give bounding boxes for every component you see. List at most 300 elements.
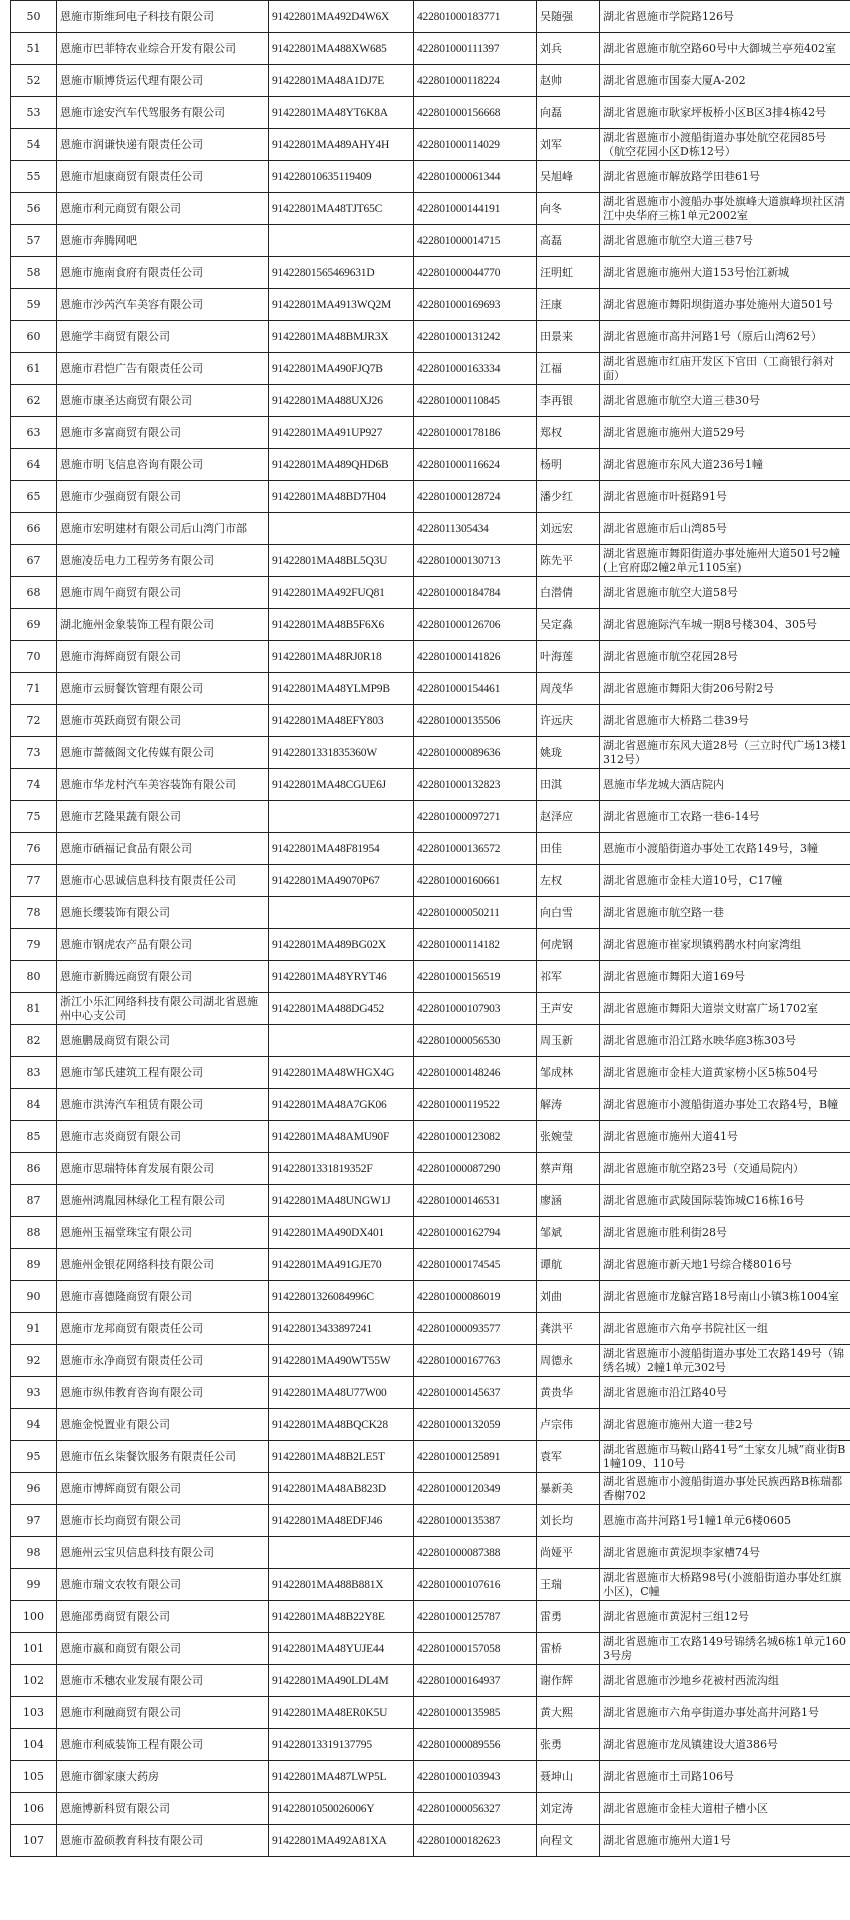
credit-code-cell: 91422801MA492D4W6X <box>269 1 414 33</box>
address-cell: 恩施市小渡船街道办事处工农路149号，3幢 <box>600 833 850 865</box>
legal-representative-cell: 王瑞 <box>537 1569 600 1601</box>
registration-number-cell: 422801000135506 <box>414 705 537 737</box>
address-cell: 湖北省恩施市沿江路40号 <box>600 1377 850 1409</box>
company-name-cell: 恩施市英跃商贸有限公司 <box>57 705 269 737</box>
legal-representative-cell: 陈先平 <box>537 545 600 577</box>
table-row <box>11 1185 850 1217</box>
table-row <box>11 961 850 993</box>
row-number-cell: 88 <box>11 1217 57 1249</box>
company-name-cell: 恩施市康圣达商贸有限公司 <box>57 385 269 417</box>
address-cell: 湖北省恩施市后山湾85号 <box>600 513 850 545</box>
registration-number-cell: 422801000087388 <box>414 1537 537 1569</box>
company-name-cell: 恩施市沙芮汽车美容有限公司 <box>57 289 269 321</box>
address-cell: 湖北省恩施市航空花园28号 <box>600 641 850 673</box>
address-cell: 湖北省恩施市舞阳坝街道办事处施州大道501号 <box>600 289 850 321</box>
registration-number-cell: 422801000107616 <box>414 1569 537 1601</box>
table-row <box>11 897 850 929</box>
address-cell: 湖北省恩施市大桥路98号(小渡船街道办事处红旗小区)，C幢 <box>600 1569 850 1601</box>
legal-representative-cell: 雷桥 <box>537 1633 600 1665</box>
address-cell: 湖北省恩施市航空大道三巷30号 <box>600 385 850 417</box>
address-cell: 湖北省恩施际汽车城一期8号楼304、305号 <box>600 609 850 641</box>
address-cell: 湖北省恩施市耿家坪板桥小区B区3排4栋42号 <box>600 97 850 129</box>
company-name-cell: 浙江小乐汇网络科技有限公司湖北省恩施州中心支公司 <box>57 993 269 1025</box>
table-row <box>11 33 850 65</box>
credit-code-cell: 91422801MA490DX401 <box>269 1217 414 1249</box>
company-name-cell: 恩施鹏晟商贸有限公司 <box>57 1025 269 1057</box>
table-row <box>11 545 850 577</box>
credit-code-cell: 91422801565469631D <box>269 257 414 289</box>
credit-code-cell: 914228013319137795 <box>269 1729 414 1761</box>
row-number-cell: 65 <box>11 481 57 513</box>
registration-number-cell: 422801000125787 <box>414 1601 537 1633</box>
table-row <box>11 289 850 321</box>
table-row <box>11 1089 850 1121</box>
credit-code-cell: 91422801MA48BQCK28 <box>269 1409 414 1441</box>
row-number-cell: 83 <box>11 1057 57 1089</box>
table-body <box>11 1 850 1857</box>
company-name-cell: 恩施市瑞文农牧有限公司 <box>57 1569 269 1601</box>
table-row <box>11 1441 850 1473</box>
credit-code-cell: 91422801MA48U77W00 <box>269 1377 414 1409</box>
company-name-cell: 恩施市施南食府有限责任公司 <box>57 257 269 289</box>
address-cell: 湖北省恩施市小渡船街道办事处工农路149号（锦绣名城）2幢1单元302号 <box>600 1345 850 1377</box>
row-number-cell: 72 <box>11 705 57 737</box>
row-number-cell: 91 <box>11 1313 57 1345</box>
row-number-cell: 94 <box>11 1409 57 1441</box>
registration-number-cell: 422801000116624 <box>414 449 537 481</box>
registration-number-cell: 422801000169693 <box>414 289 537 321</box>
table-row <box>11 1121 850 1153</box>
row-number-cell: 85 <box>11 1121 57 1153</box>
registration-number-cell: 422801000110845 <box>414 385 537 417</box>
registration-number-cell: 422801000093577 <box>414 1313 537 1345</box>
address-cell: 湖北省恩施市六角亭书院社区一组 <box>600 1313 850 1345</box>
legal-representative-cell: 周德永 <box>537 1345 600 1377</box>
company-name-cell: 恩施市蔷薇阁文化传媒有限公司 <box>57 737 269 769</box>
legal-representative-cell: 袁军 <box>537 1441 600 1473</box>
credit-code-cell: 91422801MA4913WQ2M <box>269 289 414 321</box>
credit-code-cell: 914228013433897241 <box>269 1313 414 1345</box>
credit-code-cell: 91422801331835360W <box>269 737 414 769</box>
legal-representative-cell: 吴随强 <box>537 1 600 33</box>
address-cell: 湖北省恩施市小渡船街道办事处工农路4号，B幢 <box>600 1089 850 1121</box>
credit-code-cell: 91422801MA487LWP5L <box>269 1761 414 1793</box>
registration-number-cell: 422801000086019 <box>414 1281 537 1313</box>
address-cell: 湖北省恩施市新天地1号综合楼8016号 <box>600 1249 850 1281</box>
address-cell: 湖北省恩施市解放路学田巷61号 <box>600 161 850 193</box>
row-number-cell: 71 <box>11 673 57 705</box>
credit-code-cell: 91422801MA489QHD6B <box>269 449 414 481</box>
legal-representative-cell: 田景来 <box>537 321 600 353</box>
table-row <box>11 1153 850 1185</box>
address-cell: 湖北省恩施市航空路23号（交通局院内） <box>600 1153 850 1185</box>
credit-code-cell <box>269 1537 414 1569</box>
table-row <box>11 161 850 193</box>
registration-number-cell: 4228011305434 <box>414 513 537 545</box>
table-row <box>11 225 850 257</box>
legal-representative-cell: 刘军 <box>537 129 600 161</box>
table-row <box>11 673 850 705</box>
legal-representative-cell: 叶海莲 <box>537 641 600 673</box>
legal-representative-cell: 向磊 <box>537 97 600 129</box>
legal-representative-cell: 谭航 <box>537 1249 600 1281</box>
table-row <box>11 1761 850 1793</box>
company-name-cell: 恩施市君恺广告有限责任公司 <box>57 353 269 385</box>
table-row <box>11 353 850 385</box>
legal-representative-cell: 江福 <box>537 353 600 385</box>
credit-code-cell: 91422801MA489BG02X <box>269 929 414 961</box>
legal-representative-cell: 尚娅平 <box>537 1537 600 1569</box>
registration-number-cell: 422801000087290 <box>414 1153 537 1185</box>
table-row <box>11 1 850 33</box>
table-row <box>11 449 850 481</box>
company-name-cell: 恩施市新腾远商贸有限公司 <box>57 961 269 993</box>
credit-code-cell <box>269 1025 414 1057</box>
address-cell: 湖北省恩施市龙觮宫路18号南山小镇3栋1004室 <box>600 1281 850 1313</box>
legal-representative-cell: 谢作辉 <box>537 1665 600 1697</box>
registration-number-cell: 422801000154461 <box>414 673 537 705</box>
row-number-cell: 75 <box>11 801 57 833</box>
row-number-cell: 92 <box>11 1345 57 1377</box>
company-name-cell: 恩施市龙邦商贸有限责任公司 <box>57 1313 269 1345</box>
table-row <box>11 1697 850 1729</box>
address-cell: 湖北省恩施市舞阳街道办事处施州大道501号2幢(上官府邸2幢2单元1105室) <box>600 545 850 577</box>
table-row <box>11 1473 850 1505</box>
credit-code-cell: 91422801326084996C <box>269 1281 414 1313</box>
address-cell: 湖北省恩施市沿江路水映华庭3栋303号 <box>600 1025 850 1057</box>
address-cell: 湖北省恩施市小渡船办事处旗峰大道旗峰坝社区清江中央华府三栋1单元2002室 <box>600 193 850 225</box>
table-row <box>11 321 850 353</box>
company-name-cell: 恩施长缨装饰有限公司 <box>57 897 269 929</box>
address-cell: 湖北省恩施市东风大道28号（三立时代广场13楼1312号） <box>600 737 850 769</box>
legal-representative-cell: 解涛 <box>537 1089 600 1121</box>
registration-number-cell: 422801000118224 <box>414 65 537 97</box>
row-number-cell: 105 <box>11 1761 57 1793</box>
credit-code-cell: 91422801MA492A81XA <box>269 1825 414 1857</box>
address-cell: 湖北省恩施市工农路一巷6-14号 <box>600 801 850 833</box>
company-name-cell: 恩施学丰商贸有限公司 <box>57 321 269 353</box>
credit-code-cell: 91422801MA48ER0K5U <box>269 1697 414 1729</box>
legal-representative-cell: 田佳 <box>537 833 600 865</box>
legal-representative-cell: 卢宗伟 <box>537 1409 600 1441</box>
registration-number-cell: 422801000182623 <box>414 1825 537 1857</box>
company-name-cell: 恩施市顺博货运代理有限公司 <box>57 65 269 97</box>
table-row <box>11 801 850 833</box>
credit-code-cell: 91422801MA488UXJ26 <box>269 385 414 417</box>
table-row <box>11 1025 850 1057</box>
legal-representative-cell: 刘兵 <box>537 33 600 65</box>
legal-representative-cell: 郑权 <box>537 417 600 449</box>
registration-number-cell: 422801000163334 <box>414 353 537 385</box>
address-cell: 湖北省恩施市施州大道41号 <box>600 1121 850 1153</box>
table-row <box>11 609 850 641</box>
table-row <box>11 1409 850 1441</box>
registration-number-cell: 422801000144191 <box>414 193 537 225</box>
company-name-cell: 恩施市海辉商贸有限公司 <box>57 641 269 673</box>
legal-representative-cell: 向白雪 <box>537 897 600 929</box>
address-cell: 湖北省恩施市金桂大道黄家榜小区5栋504号 <box>600 1057 850 1089</box>
registration-number-cell: 422801000160661 <box>414 865 537 897</box>
registration-number-cell: 422801000126706 <box>414 609 537 641</box>
table-row <box>11 1793 850 1825</box>
row-number-cell: 76 <box>11 833 57 865</box>
credit-code-cell: 91422801MA48B2LE5T <box>269 1441 414 1473</box>
address-cell: 湖北省恩施市舞阳大道169号 <box>600 961 850 993</box>
table-row <box>11 577 850 609</box>
row-number-cell: 86 <box>11 1153 57 1185</box>
legal-representative-cell: 汪康 <box>537 289 600 321</box>
company-name-cell: 恩施市纵伟教育咨询有限公司 <box>57 1377 269 1409</box>
address-cell: 恩施市高井河路1号1幢1单元6楼0605 <box>600 1505 850 1537</box>
registration-number-cell: 422801000114029 <box>414 129 537 161</box>
registration-number-cell: 422801000183771 <box>414 1 537 33</box>
row-number-cell: 77 <box>11 865 57 897</box>
legal-representative-cell: 雷勇 <box>537 1601 600 1633</box>
table-row <box>11 65 850 97</box>
address-cell: 湖北省恩施市施州大道1号 <box>600 1825 850 1857</box>
credit-code-cell: 91422801MA490WT55W <box>269 1345 414 1377</box>
credit-code-cell: 91422801MA48BL5Q3U <box>269 545 414 577</box>
registration-number-cell: 422801000162794 <box>414 1217 537 1249</box>
table-row <box>11 1601 850 1633</box>
company-name-cell: 恩施州玉福堂珠宝有限公司 <box>57 1217 269 1249</box>
credit-code-cell: 91422801MA491UP927 <box>269 417 414 449</box>
credit-code-cell: 91422801MA48BMJR3X <box>269 321 414 353</box>
legal-representative-cell: 刘曲 <box>537 1281 600 1313</box>
row-number-cell: 87 <box>11 1185 57 1217</box>
row-number-cell: 99 <box>11 1569 57 1601</box>
row-number-cell: 51 <box>11 33 57 65</box>
table-row <box>11 1249 850 1281</box>
row-number-cell: 98 <box>11 1537 57 1569</box>
legal-representative-cell: 吴旭峰 <box>537 161 600 193</box>
address-cell: 湖北省恩施市施州大道153号怡江新城 <box>600 257 850 289</box>
company-name-cell: 恩施市巴菲特农业综合开发有限公司 <box>57 33 269 65</box>
company-name-cell: 恩施市宏明建材有限公司后山湾门市部 <box>57 513 269 545</box>
address-cell: 湖北省恩施市工农路149号锦绣名城6栋1单元1603号房 <box>600 1633 850 1665</box>
legal-representative-cell: 周玉新 <box>537 1025 600 1057</box>
row-number-cell: 81 <box>11 993 57 1025</box>
row-number-cell: 101 <box>11 1633 57 1665</box>
row-number-cell: 97 <box>11 1505 57 1537</box>
address-cell: 湖北省恩施市红庙开发区下官田（工商银行斜对面） <box>600 353 850 385</box>
credit-code-cell: 914228010635119409 <box>269 161 414 193</box>
row-number-cell: 55 <box>11 161 57 193</box>
table-row <box>11 97 850 129</box>
table-row <box>11 257 850 289</box>
row-number-cell: 107 <box>11 1825 57 1857</box>
address-cell: 湖北省恩施市黄泥村三组12号 <box>600 1601 850 1633</box>
company-name-cell: 恩施州鸿胤园林绿化工程有限公司 <box>57 1185 269 1217</box>
table-row <box>11 193 850 225</box>
company-name-cell: 恩施市硒福记食品有限公司 <box>57 833 269 865</box>
row-number-cell: 62 <box>11 385 57 417</box>
legal-representative-cell: 赵帅 <box>537 65 600 97</box>
address-cell: 湖北省恩施市施州大道一巷2号 <box>600 1409 850 1441</box>
legal-representative-cell: 左权 <box>537 865 600 897</box>
registration-number-cell: 422801000164937 <box>414 1665 537 1697</box>
company-name-cell: 恩施凌岳电力工程劳务有限公司 <box>57 545 269 577</box>
table-row <box>11 1729 850 1761</box>
table-row <box>11 833 850 865</box>
credit-code-cell: 91422801MA48BD7H04 <box>269 481 414 513</box>
address-cell: 湖北省恩施市舞阳大道崇文财富广场1702室 <box>600 993 850 1025</box>
address-cell: 湖北省恩施市施州大道529号 <box>600 417 850 449</box>
credit-code-cell: 91422801MA48YRYT46 <box>269 961 414 993</box>
company-name-cell: 恩施市明飞信息咨询有限公司 <box>57 449 269 481</box>
registration-number-cell: 422801000097271 <box>414 801 537 833</box>
credit-code-cell: 91422801MA48UNGW1J <box>269 1185 414 1217</box>
company-name-cell: 恩施市润谦快递有限责任公司 <box>57 129 269 161</box>
credit-code-cell: 91422801331819352F <box>269 1153 414 1185</box>
table-row <box>11 1345 850 1377</box>
company-name-cell: 恩施市伍幺柒餐饮服务有限责任公司 <box>57 1441 269 1473</box>
registration-number-cell: 422801000114182 <box>414 929 537 961</box>
row-number-cell: 84 <box>11 1089 57 1121</box>
legal-representative-cell: 姚珑 <box>537 737 600 769</box>
row-number-cell: 52 <box>11 65 57 97</box>
company-name-cell: 恩施市长均商贸有限公司 <box>57 1505 269 1537</box>
company-name-cell: 恩施市多富商贸有限公司 <box>57 417 269 449</box>
row-number-cell: 67 <box>11 545 57 577</box>
registration-number-cell: 422801000089556 <box>414 1729 537 1761</box>
table-row <box>11 1569 850 1601</box>
registration-number-cell: 422801000061344 <box>414 161 537 193</box>
address-cell: 湖北省恩施市土司路106号 <box>600 1761 850 1793</box>
row-number-cell: 82 <box>11 1025 57 1057</box>
row-number-cell: 95 <box>11 1441 57 1473</box>
registration-number-cell: 422801000130713 <box>414 545 537 577</box>
address-cell: 湖北省恩施市航空路一巷 <box>600 897 850 929</box>
row-number-cell: 89 <box>11 1249 57 1281</box>
table-row <box>11 1217 850 1249</box>
row-number-cell: 58 <box>11 257 57 289</box>
registration-number-cell: 422801000132059 <box>414 1409 537 1441</box>
legal-representative-cell: 赵泽应 <box>537 801 600 833</box>
address-cell: 湖北省恩施市马鞍山路41号“土家女儿城”商业街B1幢109、110号 <box>600 1441 850 1473</box>
row-number-cell: 59 <box>11 289 57 321</box>
company-name-cell: 恩施市斯维珂电子科技有限公司 <box>57 1 269 33</box>
legal-representative-cell: 王声安 <box>537 993 600 1025</box>
company-name-cell: 恩施市周午商贸有限公司 <box>57 577 269 609</box>
registration-number-cell: 422801000146531 <box>414 1185 537 1217</box>
registration-number-cell: 422801000178186 <box>414 417 537 449</box>
row-number-cell: 63 <box>11 417 57 449</box>
credit-code-cell: 91422801MA490FJQ7B <box>269 353 414 385</box>
legal-representative-cell: 张婉莹 <box>537 1121 600 1153</box>
registration-number-cell: 422801000184784 <box>414 577 537 609</box>
table-row <box>11 1665 850 1697</box>
row-number-cell: 66 <box>11 513 57 545</box>
legal-representative-cell: 向冬 <box>537 193 600 225</box>
table-row <box>11 705 850 737</box>
address-cell: 湖北省恩施市航空路60号中大御城兰亭苑402室 <box>600 33 850 65</box>
legal-representative-cell: 向程文 <box>537 1825 600 1857</box>
credit-code-cell: 91422801MA48CGUE6J <box>269 769 414 801</box>
registration-number-cell: 422801000123082 <box>414 1121 537 1153</box>
legal-representative-cell: 龚洪平 <box>537 1313 600 1345</box>
credit-code-cell: 91422801MA491GJE70 <box>269 1249 414 1281</box>
row-number-cell: 73 <box>11 737 57 769</box>
registration-number-cell: 422801000089636 <box>414 737 537 769</box>
row-number-cell: 80 <box>11 961 57 993</box>
legal-representative-cell: 周茂华 <box>537 673 600 705</box>
address-cell: 湖北省恩施市小渡船街道办事处航空花园85号（航空花园小区D栋12号） <box>600 129 850 161</box>
registration-number-cell: 422801000107903 <box>414 993 537 1025</box>
company-name-cell: 恩施市利元商贸有限公司 <box>57 193 269 225</box>
registration-number-cell: 422801000132823 <box>414 769 537 801</box>
address-cell: 湖北省恩施市小渡船街道办事处民族西路B栋瑞都香榭702 <box>600 1473 850 1505</box>
address-cell: 湖北省恩施市龙凤镇建设大道386号 <box>600 1729 850 1761</box>
company-name-cell: 恩施市永净商贸有限责任公司 <box>57 1345 269 1377</box>
legal-representative-cell: 祁军 <box>537 961 600 993</box>
address-cell: 湖北省恩施市胜利街28号 <box>600 1217 850 1249</box>
address-cell: 湖北省恩施市舞阳大街206号附2号 <box>600 673 850 705</box>
table-row <box>11 865 850 897</box>
company-name-cell: 恩施市心思诚信息科技有限责任公司 <box>57 865 269 897</box>
credit-code-cell <box>269 897 414 929</box>
row-number-cell: 57 <box>11 225 57 257</box>
registration-number-cell: 422801000145637 <box>414 1377 537 1409</box>
registration-number-cell: 422801000148246 <box>414 1057 537 1089</box>
company-name-cell: 恩施市利威装饰工程有限公司 <box>57 1729 269 1761</box>
legal-representative-cell: 汪明虹 <box>537 257 600 289</box>
registration-number-cell: 422801000141826 <box>414 641 537 673</box>
credit-code-cell: 91422801MA48A1DJ7E <box>269 65 414 97</box>
credit-code-cell: 91422801MA48EDFJ46 <box>269 1505 414 1537</box>
credit-code-cell: 91422801MA48EFY803 <box>269 705 414 737</box>
legal-representative-cell: 高磊 <box>537 225 600 257</box>
company-name-cell: 恩施邵勇商贸有限公司 <box>57 1601 269 1633</box>
credit-code-cell <box>269 225 414 257</box>
address-cell: 湖北省恩施市崔家坝镇鸦鹊水村向家湾组 <box>600 929 850 961</box>
row-number-cell: 61 <box>11 353 57 385</box>
address-cell: 湖北省恩施市沙地乡花被村西流沟组 <box>600 1665 850 1697</box>
row-number-cell: 68 <box>11 577 57 609</box>
table-row <box>11 769 850 801</box>
legal-representative-cell: 邹成林 <box>537 1057 600 1089</box>
credit-code-cell: 91422801MA48B5F6X6 <box>269 609 414 641</box>
registration-number-cell: 422801000056327 <box>414 1793 537 1825</box>
address-cell: 恩施市华龙城大酒店院内 <box>600 769 850 801</box>
registration-number-cell: 422801000044770 <box>414 257 537 289</box>
company-name-cell: 恩施市邹氏建筑工程有限公司 <box>57 1057 269 1089</box>
registration-number-cell: 422801000167763 <box>414 1345 537 1377</box>
registration-number-cell: 422801000135387 <box>414 1505 537 1537</box>
registration-number-cell: 422801000157058 <box>414 1633 537 1665</box>
table-row <box>11 641 850 673</box>
row-number-cell: 54 <box>11 129 57 161</box>
company-name-cell: 恩施市奔腾网吧 <box>57 225 269 257</box>
credit-code-cell: 91422801MA48YT6K8A <box>269 97 414 129</box>
row-number-cell: 60 <box>11 321 57 353</box>
address-cell: 湖北省恩施市黄泥坝李家槽74号 <box>600 1537 850 1569</box>
table-row <box>11 417 850 449</box>
table-row <box>11 1505 850 1537</box>
legal-representative-cell: 廖涵 <box>537 1185 600 1217</box>
company-name-cell: 恩施市华龙村汽车美容装饰有限公司 <box>57 769 269 801</box>
legal-representative-cell: 杨明 <box>537 449 600 481</box>
table-row <box>11 1825 850 1857</box>
table-row <box>11 129 850 161</box>
legal-representative-cell: 刘长均 <box>537 1505 600 1537</box>
credit-code-cell: 91422801MA48TJT65C <box>269 193 414 225</box>
address-cell: 湖北省恩施市航空大道三巷7号 <box>600 225 850 257</box>
credit-code-cell: 91422801MA488B881X <box>269 1569 414 1601</box>
table-row <box>11 1313 850 1345</box>
company-name-cell: 恩施市思瑞特体育发展有限公司 <box>57 1153 269 1185</box>
legal-representative-cell: 吴定淼 <box>537 609 600 641</box>
